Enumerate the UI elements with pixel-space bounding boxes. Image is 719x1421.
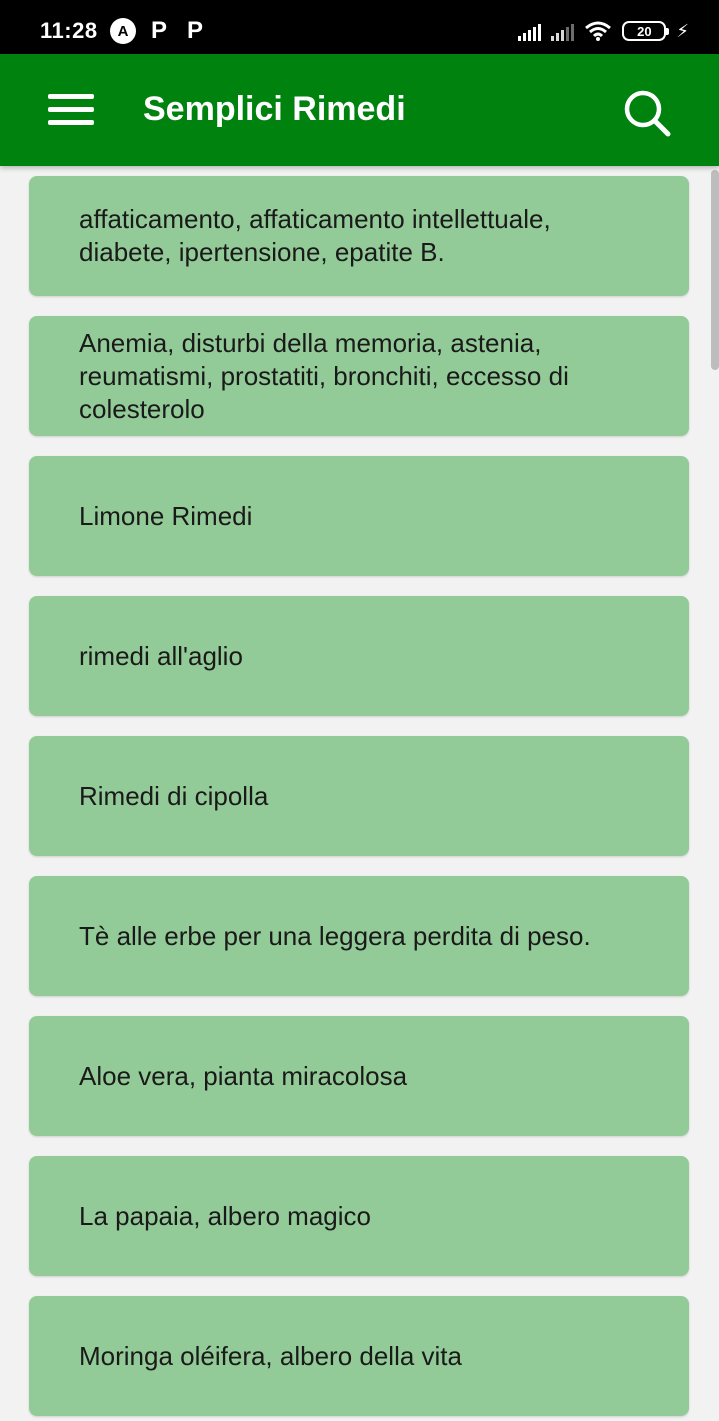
battery-icon [622,21,666,41]
list-item-label: Aloe vera, pianta miracolosa [79,1060,408,1091]
remedies-list [0,166,719,1421]
status-bar [0,0,719,54]
list-item-label: Rimedi di cipolla [79,780,269,811]
signal-icon [551,21,574,41]
list-item[interactable] [29,316,689,436]
list-item-label: Anemia, disturbi della memoria, astenia, reumatismi, prostatiti, bronchiti, eccesso di colesterolo [79,327,569,424]
list-item-label: affaticamento, affaticamento intellettuale, diabete, ipertensione, epatite B. [79,204,551,267]
list-item[interactable] [29,1016,689,1136]
list-item[interactable] [29,1156,689,1276]
signal-icon [518,21,541,41]
notification-p-icon: P [186,17,203,44]
status-time: 11:28 [40,18,98,43]
list-item[interactable] [29,736,689,856]
status-indicators [518,20,689,42]
menu-icon[interactable] [48,94,94,126]
list-item[interactable] [29,876,689,996]
charging-icon: ⚡ [676,20,689,41]
list-item[interactable] [29,176,689,296]
app-bar [0,54,719,166]
list-item[interactable] [29,1296,689,1416]
list-item-label: rimedi all'aglio [79,640,243,671]
list-item-label: Moringa oléifera, albero della vita [79,1340,462,1371]
notification-app-icon: A [110,18,136,44]
list-item[interactable] [29,596,689,716]
search-icon[interactable] [622,88,672,138]
battery-level: 20 [637,23,652,39]
status-app-icons [110,18,208,44]
scrollbar[interactable] [711,170,719,370]
notification-p-icon: P [150,17,167,44]
list-item-label: La papaia, albero magico [79,1200,371,1231]
page-title: Semplici Rimedi [143,90,406,128]
list-item-label: Limone Rimedi [79,500,253,531]
list-item[interactable] [29,456,689,576]
wifi-icon [584,20,612,42]
list-item-label: Tè alle erbe per una leggera perdita di peso. [79,920,591,951]
